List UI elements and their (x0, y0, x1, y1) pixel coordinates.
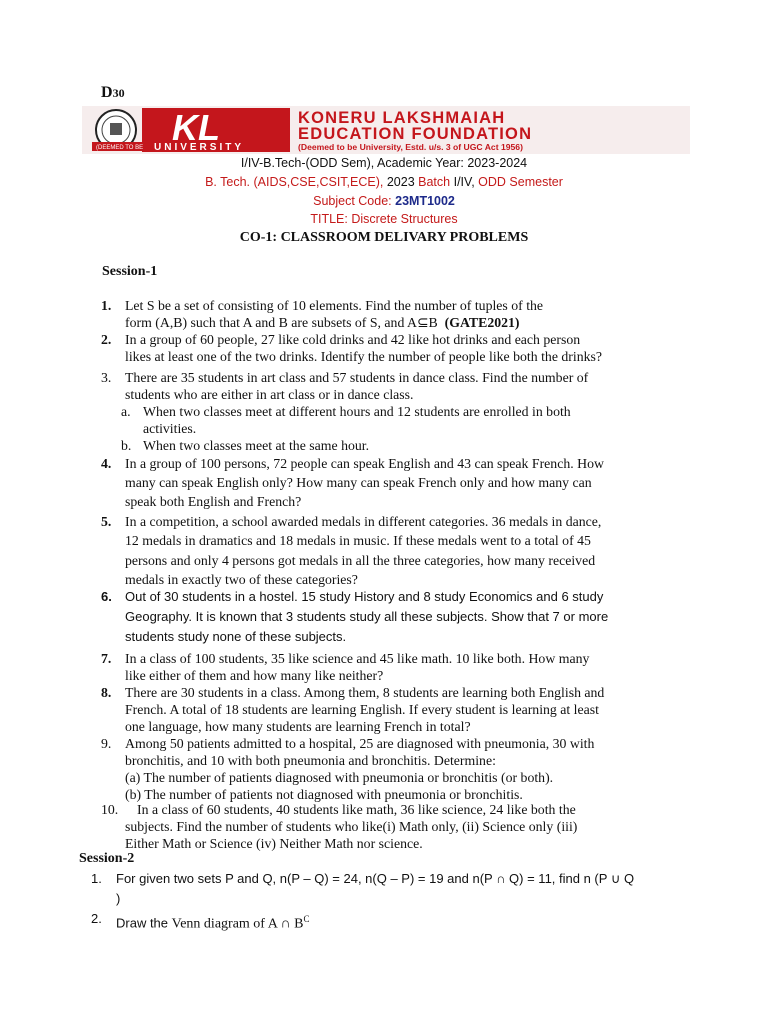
university-banner (82, 106, 690, 154)
document-code: D30 (101, 84, 125, 101)
session-2-question-2: 2. Draw the Venn diagram of A ∩ $B^C$ (91, 911, 310, 932)
question-4: 4. In a group of 100 persons, 72 people can speak English and 43 can speak French. How many can speak English only? How many can speak French only and how many can speak both English and French? (101, 456, 604, 509)
foundation-name-line2: EDUCATION FOUNDATION (298, 125, 533, 143)
banner-graphic (82, 106, 690, 154)
question-8: 8. There are 30 students in a class. Among them, 8 students are learning both English and French. A total of 18 students are learning English. If every student is learning at least one language, how many students are learning French in total? (101, 685, 605, 734)
seal-university-text: UNIVERSITY (154, 142, 245, 153)
academic-year-line: I/IV-B.Tech-(ODD Sem), Academic Year: 2023-2024 (240, 156, 528, 170)
question-5: 5. In a competition, a school awarded medals in different categories. 36 medals in dance, 12 medals in dramatics and 18 medals in music. If these medals went to a total of 45 persons and only 4 persons got medals in all the three categories, how many received medals in exactly two of these categories? (101, 514, 602, 587)
session-1-title: Session-1 (102, 264, 158, 279)
session-2-question-1: 1. For given two sets P and Q, n(P – Q) = 24, n(Q – P) = 19 and n(P ∩ Q) = 11, find n (P ∪ Q ) (91, 871, 635, 906)
kl-logo-text: KL (172, 107, 220, 148)
co-heading: CO-1: CLASSROOM DELIVARY PROBLEMS (239, 230, 529, 245)
question-7: 7. In a class of 100 students, 35 like science and 45 like math. 10 like both. How many like either of them and how many like neither? (101, 651, 590, 683)
question-3: 3. There are 35 students in art class and 57 students in dance class. Find the number of students who are either in art class or in dance class. a. When two classes meet at different hours and 12 students are enrolled in both activities. b. When two classes meet at the same hour. (101, 370, 589, 453)
question-6: 6. Out of 30 students in a hostel. 15 study History and 8 study Economics and 6 study Geography. It is known that 3 students study all these subjects. Show that 7 or more students study none of these subjects. (101, 589, 609, 644)
foundation-name-line1: KONERU LAKSHMAIAH (298, 109, 506, 127)
title-line: TITLE: Discrete Structures (310, 212, 458, 226)
subject-code-line: Subject Code: 23MT1002 (313, 194, 455, 208)
question-1: 1. Let S be a set of consisting of 10 elements. Find the number of tuples of the form (A,B) such that A and B are subsets of S, and A⊆B (GATE2021) (101, 298, 544, 330)
question-10: 10. In a class of 60 students, 40 students like math, 36 like science, 24 like both the subjects. Find the number of students who like(i) Math only, (ii) Science only (iii) Either Math or Science (iv) Neither Math nor science. (101, 802, 578, 851)
program-line: B. Tech. (AIDS,CSE,CSIT,ECE), 2023 Batch I/IV, ODD Semester (205, 175, 563, 189)
question-2: 2. In a group of 60 people, 27 like cold drinks and 42 like hot drinks and each person likes at least one of the two drinks. Identify the number of people like both the drinks? (101, 332, 603, 364)
foundation-name-line3: (Deemed to be University, Estd. u/s. 3 of UGC Act 1956) (298, 142, 523, 152)
question-9: 9. Among 50 patients admitted to a hospital, 25 are diagnosed with pneumonia, 30 with bronchitis, and 10 with both pneumonia and bronchitis. Determine: (a) The number of patients diagnosed with pneumonia or bronchitis (or both). (b) The number of patients not diagnosed with pneumonia or bronchitis. (101, 736, 595, 802)
seal-prefix-text: (DEEMED TO BE (96, 145, 144, 151)
session-2-title: Session-2 (79, 851, 135, 866)
